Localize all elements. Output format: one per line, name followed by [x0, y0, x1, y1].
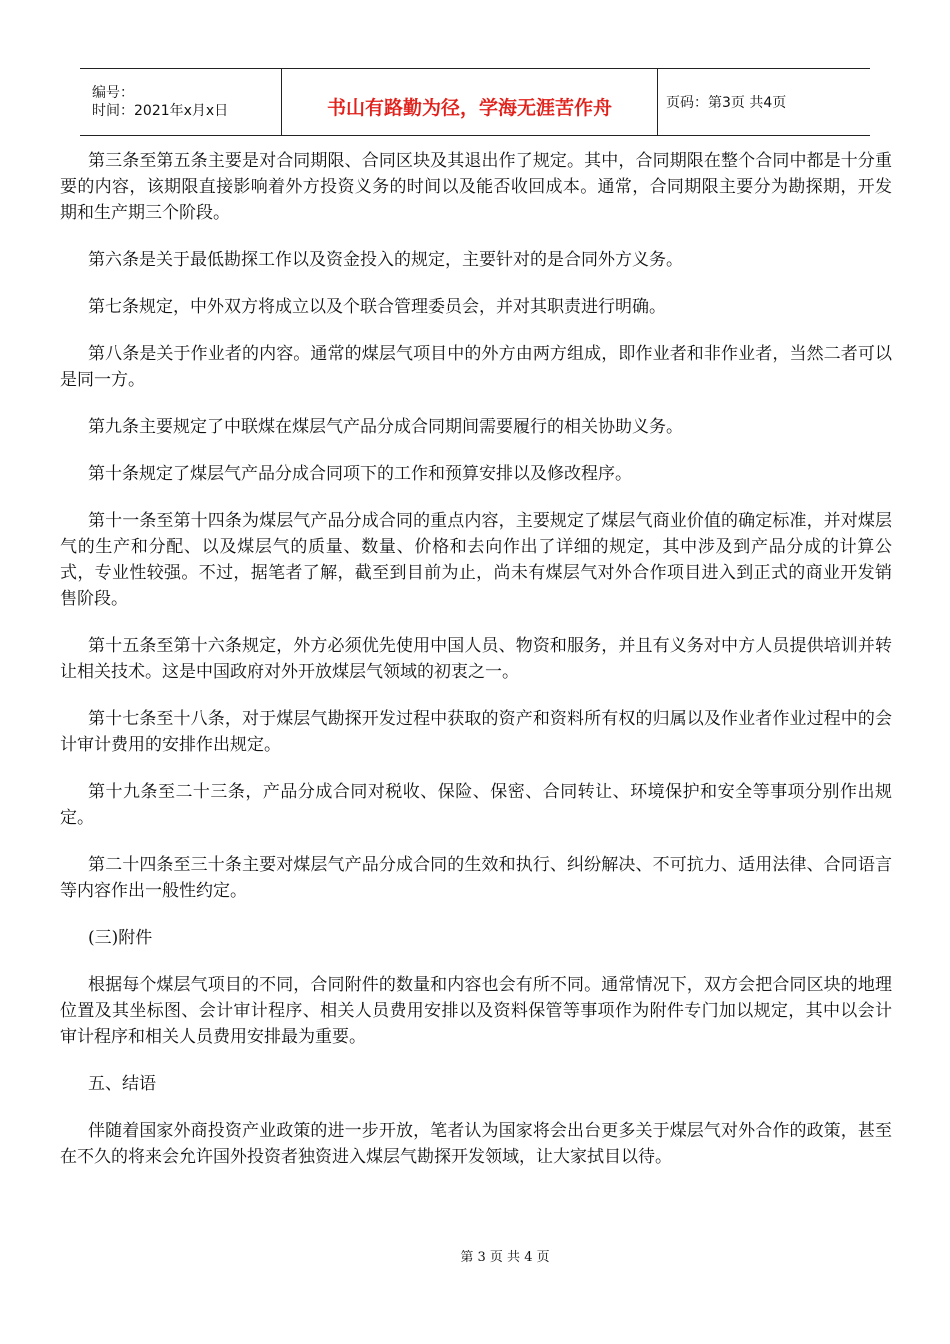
document-number-label: 编号： — [92, 85, 134, 101]
section-heading: 五、结语 — [88, 1074, 156, 1094]
footer-page-number: 第 3 页 共 4 页 — [460, 1250, 550, 1265]
motto-text: 书山有路勤为径，学海无涯苦作舟 — [326, 96, 612, 119]
page-footer — [0, 1246, 950, 1265]
header-page-info — [658, 69, 870, 135]
paragraph: 第十九条至二十三条，产品分成合同对税收、保险、保密、合同转让、环境保护和安全等事项分别作出规定。 — [60, 782, 892, 828]
document-time-label: 时间：2021年x月x日 — [92, 103, 229, 119]
header-motto — [282, 69, 658, 135]
paragraph: 第七条规定，中外双方将成立以及个联合管理委员会，并对其职责进行明确。 — [88, 297, 666, 317]
paragraph: 第六条是关于最低勘探工作以及资金投入的规定，主要针对的是合同外方义务。 — [88, 250, 683, 270]
paragraph: 第八条是关于作业者的内容。通常的煤层气项目中的外方由两方组成，即作业者和非作业者，当然二者可以是同一方。 — [60, 344, 892, 390]
paragraph: 第三条至第五条主要是对合同期限、合同区块及其退出作了规定。其中，合同期限在整个合同中都是十分重要的内容，该期限直接影响着外方投资义务的时间以及能否收回成本。通常，合同期限主要分为勘探期，开发期和生产期三个阶段。 — [60, 151, 892, 223]
header-meta — [80, 69, 282, 135]
paragraph: 第十一条至第十四条为煤层气产品分成合同的重点内容，主要规定了煤层气商业价值的确定标准，并对煤层气的生产和分配、以及煤层气的质量、数量、价格和去向作出了详细的规定，其中涉及到产品分成的计算公式，专业性较强。不过，据笔者了解，截至到目前为止，尚未有煤层气对外合作项目进入到正式的商业开发销售阶段。 — [60, 511, 892, 609]
page-info-text: 页码：第3页 共4页 — [666, 95, 787, 111]
page-header — [80, 68, 870, 136]
paragraph: 第十条规定了煤层气产品分成合同项下的工作和预算安排以及修改程序。 — [88, 464, 632, 484]
section-heading: (三)附件 — [88, 928, 153, 948]
paragraph: 伴随着国家外商投资产业政策的进一步开放，笔者认为国家将会出台更多关于煤层气对外合作的政策，甚至在不久的将来会允许国外投资者独资进入煤层气勘探开发领域，让大家拭目以待。 — [60, 1121, 892, 1167]
document-body — [60, 148, 892, 1191]
paragraph: 第十七条至十八条，对于煤层气勘探开发过程中获取的资产和资料所有权的归属以及作业者作业过程中的会计审计费用的安排作出规定。 — [60, 709, 892, 755]
paragraph: 第九条主要规定了中联煤在煤层气产品分成合同期间需要履行的相关协助义务。 — [88, 417, 683, 437]
paragraph: 第十五条至第十六条规定，外方必须优先使用中国人员、物资和服务，并且有义务对中方人员提供培训并转让相关技术。这是中国政府对外开放煤层气领域的初衷之一。 — [60, 636, 892, 682]
paragraph: 第二十四条至三十条主要对煤层气产品分成合同的生效和执行、纠纷解决、不可抗力、适用法律、合同语言等内容作出一般性约定。 — [60, 855, 892, 901]
paragraph: 根据每个煤层气项目的不同，合同附件的数量和内容也会有所不同。通常情况下，双方会把合同区块的地理位置及其坐标图、会计审计程序、相关人员费用安排以及资料保管等事项作为附件专门加以规定，其中以会计审计程序和相关人员费用安排最为重要。 — [60, 975, 892, 1047]
